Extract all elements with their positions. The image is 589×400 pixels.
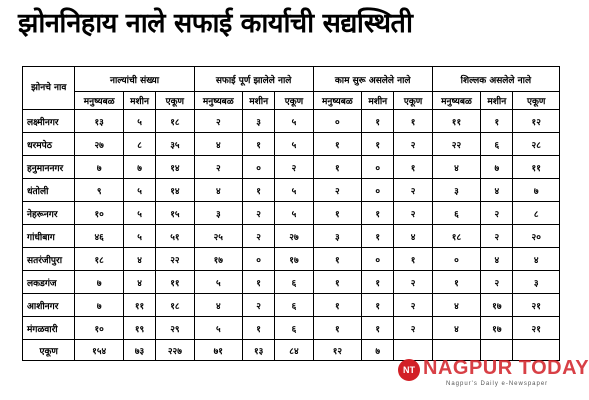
- logo-tagline: Nagpur's Daily e-Newspaper: [446, 381, 549, 387]
- table-cell: ६: [275, 317, 313, 340]
- table-cell: १: [243, 179, 275, 202]
- logo-badge-icon: NT: [398, 359, 420, 381]
- group-header: काम सुरू असलेले नाले: [313, 67, 432, 92]
- table-cell: ०: [362, 156, 394, 179]
- zone-name-cell: लक्ष्मीनगर: [23, 110, 75, 133]
- table-cell: ५: [194, 271, 242, 294]
- zone-name-cell: आशीनगर: [23, 294, 75, 317]
- table-cell: ०: [313, 110, 361, 133]
- zone-name-cell: गांधीबाग: [23, 225, 75, 248]
- group-header: नाल्यांची संख्या: [75, 67, 194, 92]
- table-cell: ४: [432, 156, 480, 179]
- table-cell: ०: [362, 179, 394, 202]
- table-cell: ३५: [156, 133, 194, 156]
- table-cell: ४६: [75, 225, 123, 248]
- table-cell: १: [313, 202, 361, 225]
- total-cell: १२: [313, 340, 361, 361]
- table-cell: ४: [194, 133, 242, 156]
- table-cell: २५: [194, 225, 242, 248]
- table-cell: ६: [432, 202, 480, 225]
- table-cell: १: [362, 133, 394, 156]
- table-cell: १९: [123, 317, 155, 340]
- table-cell: १: [243, 271, 275, 294]
- table-cell: ४: [481, 248, 513, 271]
- table-cell: २१: [513, 317, 560, 340]
- sub-header: एकूण: [275, 92, 313, 110]
- total-cell: ७: [362, 340, 394, 361]
- table-cell: १७: [481, 294, 513, 317]
- zone-name-cell: हनुमाननगर: [23, 156, 75, 179]
- table-cell: ३: [313, 225, 361, 248]
- table-cell: १३: [75, 110, 123, 133]
- sub-header: एकूण: [513, 92, 560, 110]
- table-cell: ५: [123, 202, 155, 225]
- table-cell: १८: [75, 248, 123, 271]
- table-cell: १५: [156, 202, 194, 225]
- table-row: [23, 202, 560, 225]
- table-row: [23, 179, 560, 202]
- table-cell: १८: [156, 294, 194, 317]
- table-cell: १: [362, 110, 394, 133]
- table-cell: १८: [156, 110, 194, 133]
- zone-name-cell: लकडगंज: [23, 271, 75, 294]
- table-cell: १: [362, 294, 394, 317]
- table-cell: २: [394, 271, 432, 294]
- table-cell: १: [394, 110, 432, 133]
- table-row: [23, 156, 560, 179]
- table-cell: १: [362, 271, 394, 294]
- total-cell: ७३: [123, 340, 155, 361]
- table-cell: १२: [513, 110, 560, 133]
- table-cell: ५: [275, 202, 313, 225]
- table-row: [23, 271, 560, 294]
- table-cell: २: [394, 294, 432, 317]
- table-cell: १४: [156, 179, 194, 202]
- table-cell: १७: [275, 248, 313, 271]
- table-cell: १: [432, 271, 480, 294]
- table-cell: ११: [432, 110, 480, 133]
- sub-header: मशीन: [362, 92, 394, 110]
- table-cell: २२: [432, 133, 480, 156]
- table-cell: ७: [513, 179, 560, 202]
- table-cell: २: [481, 225, 513, 248]
- table-cell: १४: [156, 156, 194, 179]
- table-cell: २: [394, 202, 432, 225]
- table-cell: १: [243, 317, 275, 340]
- table-row: [23, 225, 560, 248]
- table-cell: ०: [243, 156, 275, 179]
- table-cell: ९: [75, 179, 123, 202]
- table-cell: ०: [432, 248, 480, 271]
- table-cell: १: [313, 317, 361, 340]
- table-row: [23, 110, 560, 133]
- total-cell: १३: [243, 340, 275, 361]
- table-cell: २: [275, 156, 313, 179]
- table-cell: २: [194, 156, 242, 179]
- table-cell: २०: [513, 225, 560, 248]
- table-cell: ४: [194, 294, 242, 317]
- zone-name-cell: धरमपेठ: [23, 133, 75, 156]
- table-cell: १: [313, 248, 361, 271]
- table-row: [23, 248, 560, 271]
- table-cell: ११: [123, 294, 155, 317]
- table-cell: ७: [481, 156, 513, 179]
- table-cell: १: [362, 225, 394, 248]
- table-cell: १७: [194, 248, 242, 271]
- table-cell: २: [243, 225, 275, 248]
- table-cell: ०: [362, 248, 394, 271]
- table-cell: ४: [513, 248, 560, 271]
- table-cell: २: [194, 110, 242, 133]
- table-cell: ६: [275, 271, 313, 294]
- table-cell: २: [313, 179, 361, 202]
- drain-cleaning-table: [22, 66, 560, 361]
- table-cell: २: [481, 202, 513, 225]
- nagpur-today-logo: [398, 352, 589, 396]
- table-cell: ८: [123, 133, 155, 156]
- total-label: एकूण: [23, 340, 75, 361]
- table-cell: ५: [275, 110, 313, 133]
- table-cell: ६: [481, 133, 513, 156]
- table-cell: ७: [123, 156, 155, 179]
- table-cell: १८: [432, 225, 480, 248]
- table-cell: १: [481, 110, 513, 133]
- sub-header: मशीन: [123, 92, 155, 110]
- table-cell: १: [313, 156, 361, 179]
- group-header-row: [23, 67, 560, 92]
- total-cell: १५४: [75, 340, 123, 361]
- zone-name-cell: नेहरूनगर: [23, 202, 75, 225]
- group-header: सफाई पूर्ण झालेले नाले: [194, 67, 313, 92]
- table-cell: ४: [194, 179, 242, 202]
- table-cell: २२: [156, 248, 194, 271]
- zone-header: झोनचे नाव: [23, 67, 75, 110]
- table-cell: २: [243, 202, 275, 225]
- table-cell: ४: [394, 225, 432, 248]
- sub-header: मनुष्यबळ: [313, 92, 361, 110]
- table-cell: २१: [513, 294, 560, 317]
- table-cell: १: [243, 133, 275, 156]
- logo-text: NAGPUR TODAY: [423, 357, 589, 379]
- table-cell: १: [394, 156, 432, 179]
- table-cell: ५: [123, 110, 155, 133]
- table-row: [23, 294, 560, 317]
- sub-header-row: [23, 92, 560, 110]
- sub-header: मनुष्यबळ: [194, 92, 242, 110]
- table-cell: २९: [156, 317, 194, 340]
- table-cell: २: [243, 294, 275, 317]
- table-cell: ७: [75, 294, 123, 317]
- group-header: शिल्लक असलेले नाले: [432, 67, 559, 92]
- table-cell: ८: [513, 202, 560, 225]
- table-cell: ३: [194, 202, 242, 225]
- table-cell: १: [313, 271, 361, 294]
- table-cell: २: [394, 133, 432, 156]
- table-cell: २८: [513, 133, 560, 156]
- table-cell: ५: [123, 179, 155, 202]
- table-cell: ४: [481, 179, 513, 202]
- sub-header: एकूण: [156, 92, 194, 110]
- table-cell: ४: [123, 271, 155, 294]
- table-cell: ४: [432, 294, 480, 317]
- table-cell: २: [394, 179, 432, 202]
- table-cell: ५१: [156, 225, 194, 248]
- table-cell: ७: [75, 271, 123, 294]
- table-cell: ५: [194, 317, 242, 340]
- table-cell: १: [313, 294, 361, 317]
- sub-header: मनुष्यबळ: [432, 92, 480, 110]
- table-cell: १: [394, 248, 432, 271]
- sub-header: एकूण: [394, 92, 432, 110]
- table-cell: २७: [275, 225, 313, 248]
- total-cell: ८४: [275, 340, 313, 361]
- table-cell: १: [313, 133, 361, 156]
- sub-header: मशीन: [481, 92, 513, 110]
- page-title: झोननिहाय नाले सफाई कार्याची सद्यस्थिती: [18, 8, 413, 39]
- table-cell: ११: [156, 271, 194, 294]
- total-cell: ७१: [194, 340, 242, 361]
- table-cell: ६: [275, 294, 313, 317]
- sub-header: मनुष्यबळ: [75, 92, 123, 110]
- table-cell: १: [362, 317, 394, 340]
- table-cell: २७: [75, 133, 123, 156]
- table-cell: ३: [243, 110, 275, 133]
- table-cell: १: [362, 202, 394, 225]
- table-cell: ७: [75, 156, 123, 179]
- table-row: [23, 317, 560, 340]
- table-cell: ५: [275, 133, 313, 156]
- table-cell: २: [394, 317, 432, 340]
- table-cell: १७: [481, 317, 513, 340]
- table-cell: ४: [432, 317, 480, 340]
- table-cell: ५: [123, 225, 155, 248]
- table-cell: ३: [432, 179, 480, 202]
- table-cell: ११: [513, 156, 560, 179]
- table-cell: ३: [513, 271, 560, 294]
- zone-name-cell: सतरंजीपुरा: [23, 248, 75, 271]
- total-cell: २२७: [156, 340, 194, 361]
- sub-header: मशीन: [243, 92, 275, 110]
- table-cell: ५: [275, 179, 313, 202]
- table-cell: १०: [75, 317, 123, 340]
- table-cell: ४: [123, 248, 155, 271]
- table-row: [23, 133, 560, 156]
- zone-name-cell: धंतोली: [23, 179, 75, 202]
- zone-name-cell: मंगळवारी: [23, 317, 75, 340]
- table-cell: २: [481, 271, 513, 294]
- table-cell: ०: [243, 248, 275, 271]
- table-cell: १०: [75, 202, 123, 225]
- table-body: [23, 110, 560, 361]
